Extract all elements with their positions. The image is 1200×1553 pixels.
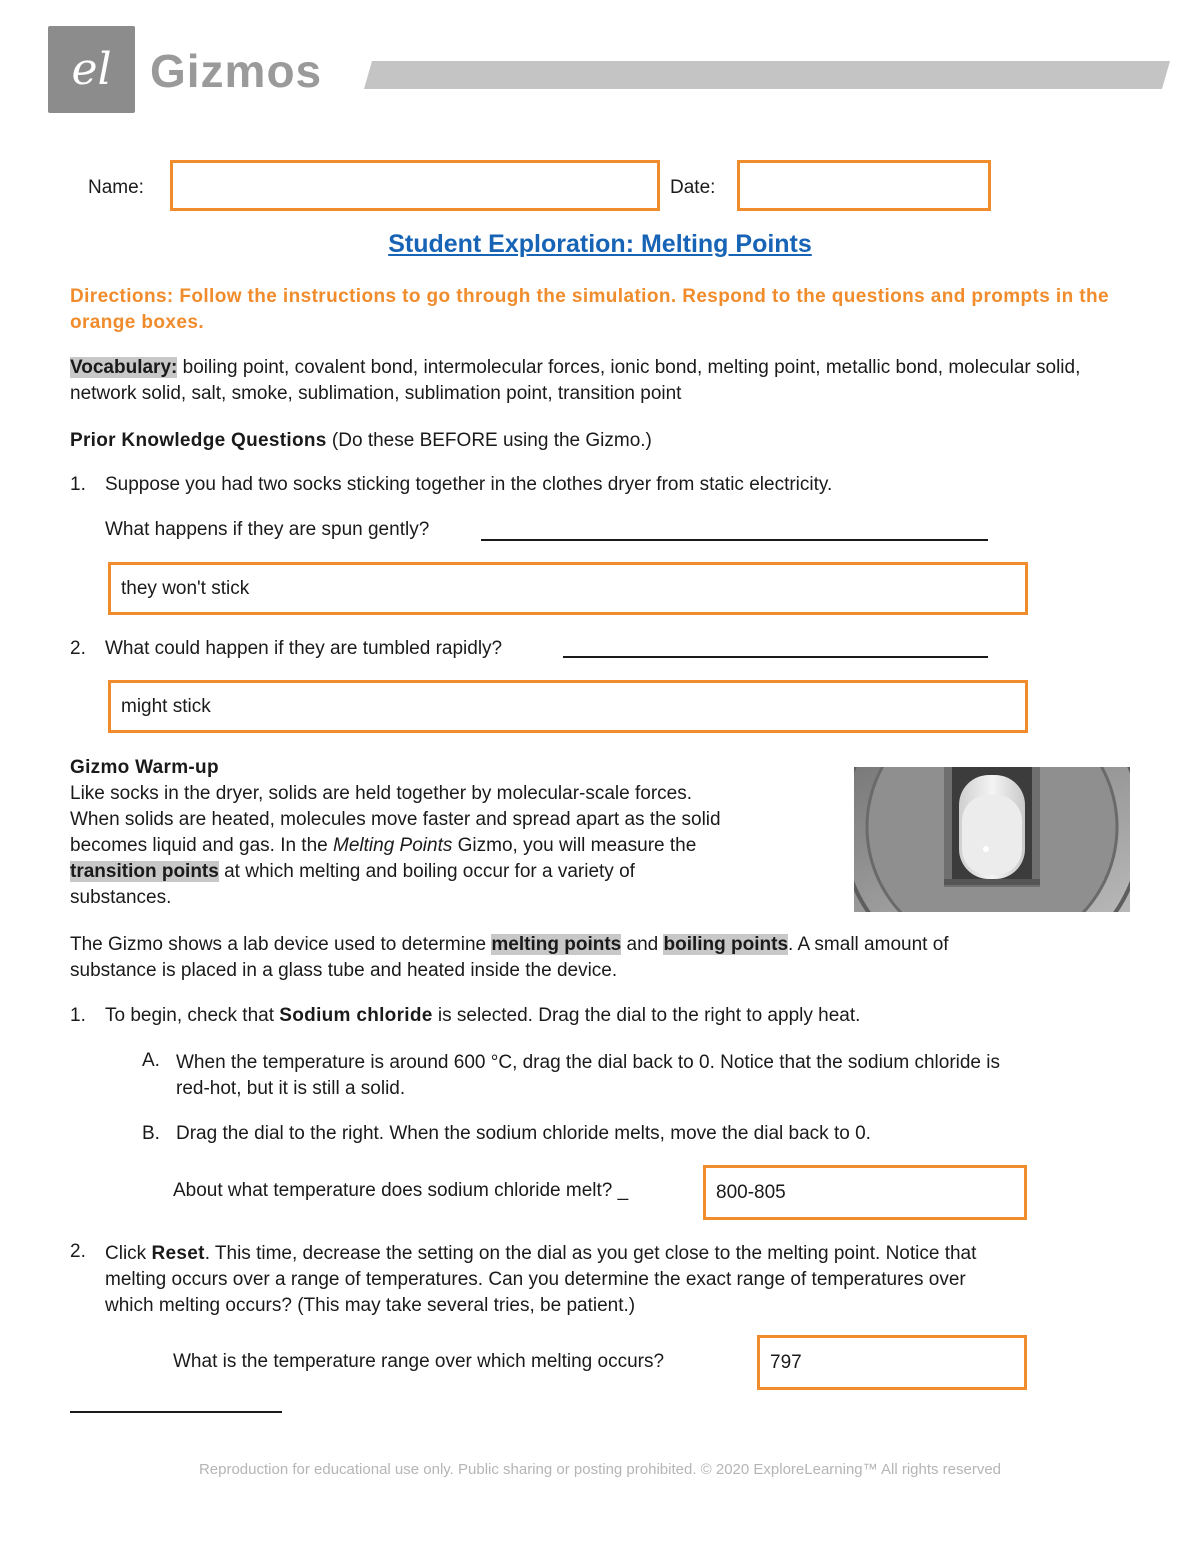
page-title: Student Exploration: Melting Points: [388, 230, 812, 258]
step-text: Click: [105, 1243, 152, 1264]
gizmos-logo: [48, 26, 135, 113]
warmup-text: Gizmo, you will measure the: [452, 835, 697, 856]
step-2-text: [105, 1241, 1145, 1319]
step-text: . This time, decrease the setting on the dial as you get close to the melting point. Notice that: [204, 1243, 977, 1264]
name-label: Name:: [88, 177, 144, 198]
step-1-text: [105, 1005, 860, 1027]
melt-range-answer: 797: [770, 1351, 802, 1373]
melt-range-question: What is the temperature range over which melting occurs?: [173, 1351, 665, 1372]
q1-number: 1.: [70, 474, 86, 495]
warmup-text: . A small amount of: [788, 934, 949, 955]
melt-temperature-answer-box[interactable]: [703, 1165, 1027, 1220]
q1-text: Suppose you had two socks sticking together in the clothes dryer from static electricity.: [105, 474, 833, 495]
vocabulary-paragraph: [70, 355, 1120, 407]
vocabulary-terms: boiling point, covalent bond, intermolecular forces, ionic bond, melting point, metallic bond, molecular solid, network solid, salt, smoke, sublimation, sublimation point, transition point: [70, 357, 1081, 404]
q2-number: 2.: [70, 638, 86, 659]
step-a-letter: A.: [142, 1050, 160, 1071]
gizmo-name: Melting Points: [333, 835, 453, 856]
prior-knowledge-heading: [70, 428, 1120, 454]
step-text: To begin, check that: [105, 1005, 280, 1026]
answer-line: [563, 656, 988, 658]
directions-text: Directions: Follow the instructions to go through the simulation. Respond to the questions and prompts in the orange boxes.: [70, 286, 1109, 333]
warmup-text: The Gizmo shows a lab device used to determine: [70, 934, 492, 955]
q1-answer-box[interactable]: [108, 562, 1028, 615]
footnote-rule: [70, 1411, 282, 1413]
warmup-heading: Gizmo Warm-up: [70, 757, 219, 778]
warmup-text: becomes liquid and gas. In the: [70, 835, 334, 856]
term-transition-points: transition points: [70, 861, 219, 882]
q1-answer: they won't stick: [121, 577, 250, 599]
q2-text: What could happen if they are tumbled rapidly?: [105, 638, 503, 659]
q1-subquestion: What happens if they are spun gently?: [105, 519, 430, 540]
reset-label: Reset: [151, 1243, 205, 1264]
step-b-text: Drag the dial to the right. When the sodium chloride melts, move the dial back to 0.: [176, 1123, 871, 1144]
prior-note: (Do these BEFORE using the Gizmo.): [326, 430, 652, 451]
answer-line: [481, 539, 988, 541]
step-text: is selected. Drag the dial to the right to apply heat.: [432, 1005, 861, 1026]
step-line: When the temperature is around 600 °C, drag the dial back to 0. Notice that the sodium chloride is: [176, 1052, 1000, 1073]
warmup-line: Like socks in the dryer, solids are held together by molecular-scale forces.: [70, 783, 693, 804]
footer-copyright: Reproduction for educational use only. Public sharing or posting prohibited. © 2020 ExploreLearning™ All rights reserved: [198, 1461, 1002, 1478]
warmup-paragraph-2: [70, 932, 1120, 984]
melt-temperature-question: About what temperature does sodium chloride melt? _: [173, 1180, 629, 1201]
warmup-line: When solids are heated, molecules move faster and spread apart as the solid: [70, 809, 721, 830]
prior-heading: Prior Knowledge Questions: [70, 430, 327, 451]
name-field[interactable]: [170, 160, 660, 211]
step-line: which melting occurs? (This may take several tries, be patient.): [105, 1295, 636, 1316]
step-1-number: 1.: [70, 1005, 86, 1026]
q2-answer-box[interactable]: [108, 680, 1028, 733]
date-field[interactable]: [737, 160, 991, 211]
step-b-letter: B.: [142, 1123, 160, 1144]
warmup-paragraph-1: [70, 781, 840, 911]
step-2-number: 2.: [70, 1241, 86, 1262]
date-label: Date:: [670, 177, 716, 198]
melt-range-answer-box[interactable]: [757, 1335, 1027, 1390]
warmup-line: substance is placed in a glass tube and heated inside the device.: [70, 960, 618, 981]
brand-name: Gizmos: [150, 45, 323, 97]
term-melting-points: melting points: [491, 934, 622, 955]
step-line: red-hot, but it is still a solid.: [176, 1078, 406, 1099]
lab-device-photo: [854, 767, 1130, 912]
warmup-text: and: [621, 934, 664, 955]
warmup-text: at which melting and boiling occur for a variety of: [218, 861, 635, 882]
logo-mark: el: [71, 44, 112, 95]
vocabulary-label: Vocabulary:: [70, 357, 178, 378]
header-bar: [364, 61, 1170, 89]
step-line: melting occurs over a range of temperatures. Can you determine the exact range of temperatures over: [105, 1269, 966, 1290]
melt-temperature-answer: 800-805: [716, 1181, 786, 1203]
substance-name: Sodium chloride: [279, 1005, 433, 1026]
step-a-text: [176, 1050, 1136, 1102]
warmup-line: substances.: [70, 887, 172, 908]
q2-answer: might stick: [121, 695, 211, 717]
term-boiling-points: boiling points: [663, 934, 789, 955]
